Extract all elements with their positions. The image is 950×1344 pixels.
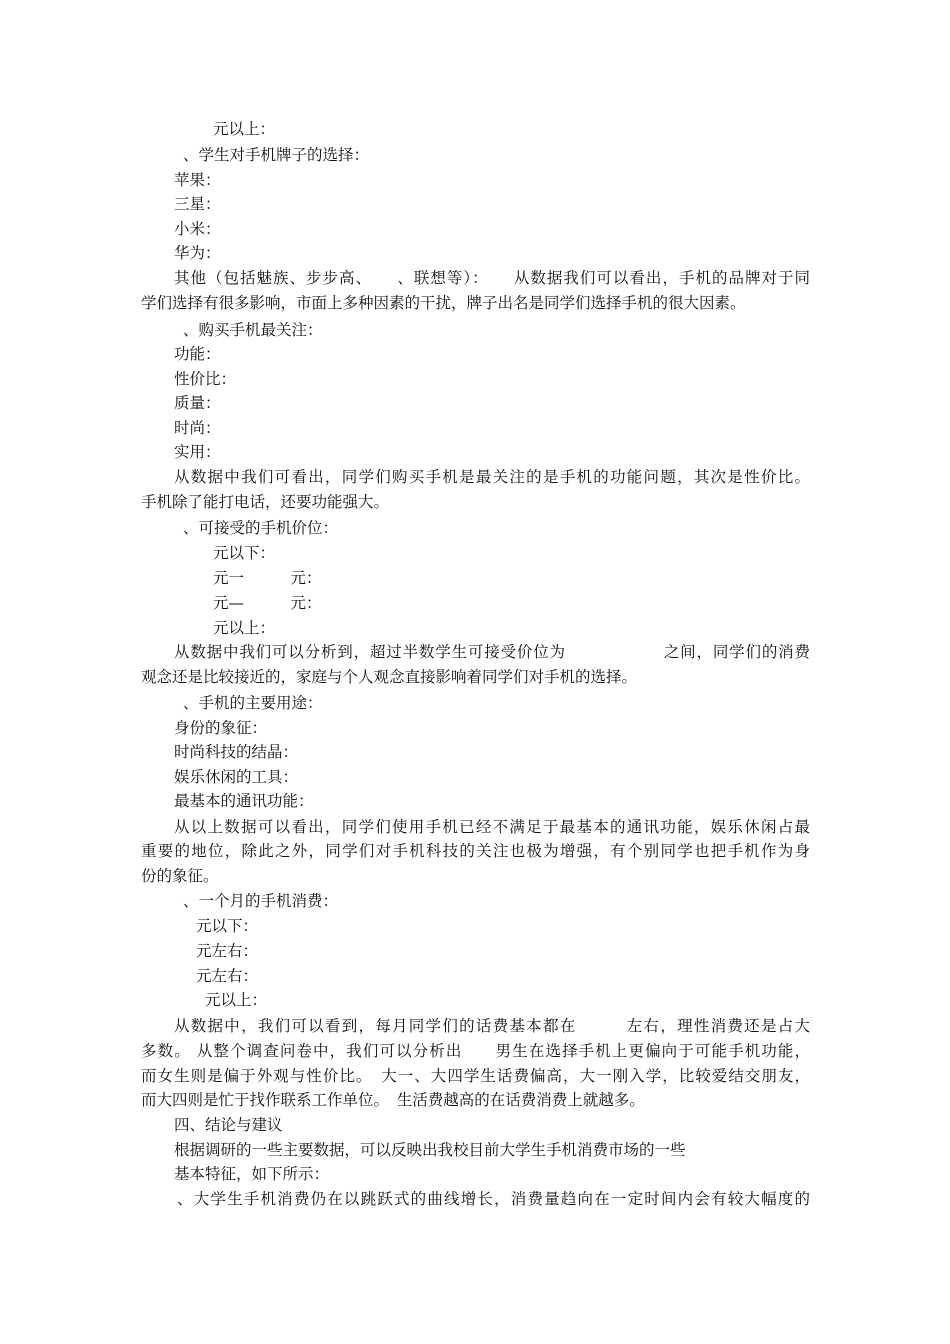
paragraph-line: 观念还是比较接近的，家庭与个人观念直接影响着同学们对手机的选择。	[141, 668, 638, 686]
text-line: 三星：	[174, 195, 221, 213]
paragraph-line: 学们选择有很多影响，市面上多种因素的干扰，牌子出名是同学们选择手机的很大因素。	[141, 294, 746, 312]
paragraph-line: 份的象征。	[141, 867, 219, 885]
text-line: 元以下：	[196, 917, 259, 935]
paragraph-line: 手机除了能打电话，还要功能强大。	[141, 493, 390, 511]
section-heading-usage: 、手机的主要用途：	[183, 694, 323, 712]
paragraph-line: 其他（包括魅族、步步高、 、联想等）： 从数据我们可以看出，手机的品牌对于同	[174, 269, 810, 287]
section-heading-price: 、可接受的手机价位：	[183, 519, 339, 537]
text-line: 元左右：	[196, 967, 259, 985]
text-line: 元一 元：	[213, 569, 322, 587]
paragraph-line: 从数据中，我们可以看到，每月同学们的话费基本都在 左右，理性消费还是占大	[174, 1017, 810, 1035]
section-heading-monthly: 、一个月的手机消费：	[183, 892, 339, 910]
text-line: 苹果：	[174, 171, 221, 189]
paragraph-line: 、大学生手机消费仍在以跳跃式的曲线增长，消费量趋向在一定时间内会有较大幅度的	[177, 1190, 810, 1208]
text-line: 元左右：	[196, 942, 259, 960]
text-line: 元以上：	[213, 120, 276, 138]
text-line: 功能：	[174, 345, 221, 363]
paragraph-line: 重要的地位，除此之外，同学们对手机科技的关注也极为增强，有个别同学也把手机作为身	[141, 842, 810, 860]
text-line: 华为：	[174, 244, 221, 262]
text-line: 身份的象征：	[174, 719, 268, 737]
paragraph-line: 从数据中我们可以分析到，超过半数学生可接受价位为 之间，同学们的消费	[174, 643, 810, 661]
text-line: 元— 元：	[213, 594, 322, 612]
text-line: 性价比：	[174, 370, 237, 388]
paragraph-line: 多数。 从整个调查问卷中，我们可以分析出 男生在选择手机上更偏向于可能手机功能，	[141, 1042, 810, 1060]
text-line: 元以上：	[205, 991, 268, 1009]
text-line: 小米：	[174, 220, 221, 238]
text-line: 最基本的通讯功能：	[174, 792, 314, 810]
section-heading-focus: 、购买手机最关注：	[183, 321, 323, 339]
text-line: 实用：	[174, 443, 221, 461]
paragraph-line: 根据调研的一些主要数据，可以反映出我校目前大学生手机消费市场的一些	[174, 1141, 686, 1159]
paragraph-line: 而大四则是忙于找作联系工作单位。 生活费越高的在话费消费上就越多。	[141, 1091, 645, 1109]
section-heading-brand: 、学生对手机牌子的选择：	[183, 146, 370, 164]
paragraph-line: 从以上数据可以看出，同学们使用手机已经不满足于最基本的通讯功能，娱乐休闲占最	[174, 818, 810, 836]
paragraph-line: 基本特征，如下所示：	[174, 1165, 330, 1183]
section-heading-conclusion: 四、结论与建议	[174, 1116, 283, 1134]
paragraph-line: 从数据中我们可看出，同学们购买手机是最关注的是手机的功能问题，其次是性价比。	[174, 468, 810, 486]
text-line: 元以下：	[213, 544, 276, 562]
text-line: 时尚科技的结晶：	[174, 743, 299, 761]
paragraph-line: 而女生则是偏于外观与性价比。 大一、大四学生话费偏高，大一刚入学，比较爱结交朋友，	[141, 1067, 810, 1085]
text-line: 元以上：	[213, 619, 276, 637]
text-line: 时尚：	[174, 419, 221, 437]
text-line: 娱乐休闲的工具：	[174, 768, 299, 786]
text-line: 质量：	[174, 394, 221, 412]
